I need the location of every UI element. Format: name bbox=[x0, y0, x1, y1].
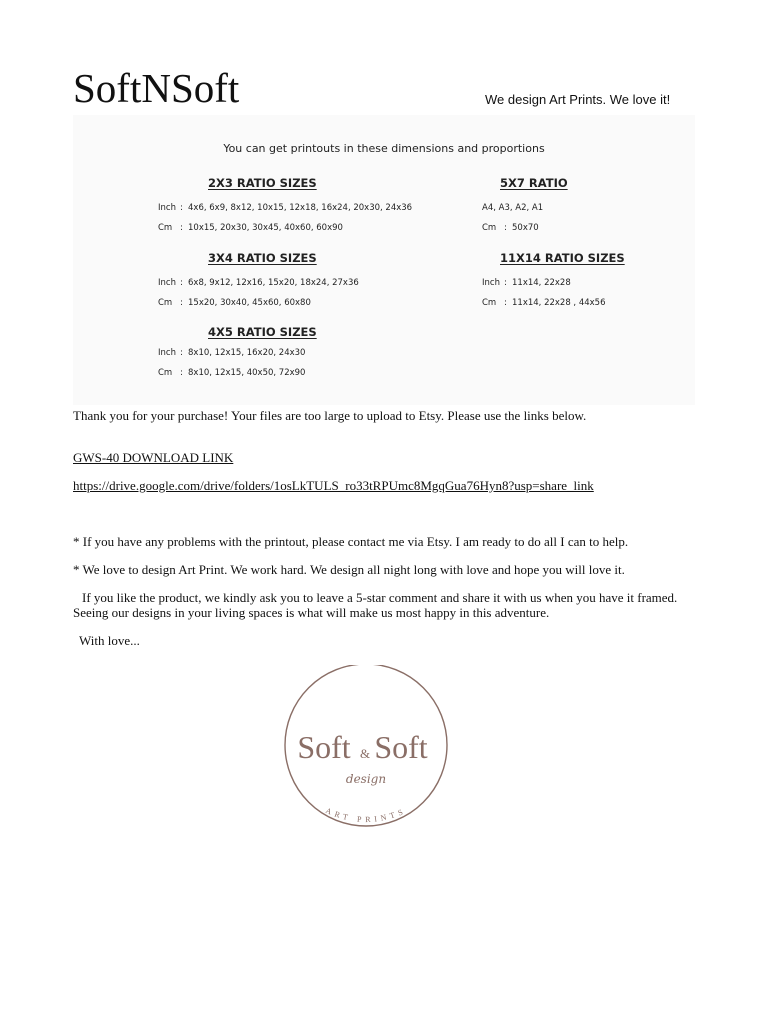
row-5x7-paper bbox=[482, 203, 543, 213]
download-label bbox=[73, 450, 233, 465]
cm-values: 8x10, 12x15, 40x50, 72x90 bbox=[188, 368, 306, 378]
group-title-4x5: 4X5 RATIO SIZES bbox=[208, 325, 317, 339]
group-title-11x14: 11X14 RATIO SIZES bbox=[500, 251, 625, 265]
cm-values: 10x15, 20x30, 30x45, 40x60, 60x90 bbox=[188, 223, 343, 233]
group-title-5x7: 5X7 RATIO bbox=[500, 176, 568, 190]
sizes-panel bbox=[73, 115, 695, 405]
download-url bbox=[73, 478, 594, 493]
cm-values: 11x14, 22x28 , 44x56 bbox=[512, 298, 606, 308]
logo-word-2: Soft bbox=[374, 729, 428, 765]
tagline: We design Art Prints. We love it! bbox=[485, 92, 671, 107]
row-2x3-inch: Inch : 4x6, 6x9, 8x12, 10x15, 12x18, 16x24, 20x30, 24x36 bbox=[158, 203, 413, 213]
cm-label: Cm bbox=[158, 298, 173, 308]
thank-you-text: Thank you for your purchase! Your files are too large to upload to Etsy. Please use the links below. bbox=[73, 408, 587, 423]
logo-script: design bbox=[345, 772, 387, 786]
cm-label: Cm bbox=[482, 223, 497, 233]
inch-values: 8x10, 12x15, 16x20, 24x30 bbox=[188, 348, 306, 358]
logo-arc-path-text: ART PRINTS bbox=[324, 805, 408, 825]
row-2x3-cm: Cm : 10x15, 20x30, 30x45, 40x60, 60x90 bbox=[158, 223, 343, 233]
inch-values: 4x6, 6x9, 8x12, 10x15, 12x18, 16x24, 20x30, 24x36 bbox=[188, 203, 413, 213]
logo-ampersand: & bbox=[359, 746, 371, 761]
inch-label: Inch bbox=[158, 348, 176, 358]
row-5x7-cm: Cm : 50x70 bbox=[482, 223, 539, 233]
cm-values: 50x70 bbox=[512, 223, 539, 233]
group-title-2x3: 2X3 RATIO SIZES bbox=[208, 176, 317, 190]
inch-label: Inch bbox=[158, 278, 176, 288]
paper-values: A4, A3, A2, A1 bbox=[482, 203, 544, 213]
logo-arc-text bbox=[324, 806, 408, 824]
group-title-3x4: 3X4 RATIO SIZES bbox=[208, 251, 317, 265]
download-url-link[interactable]: https://drive.google.com/drive/folders/1osLkTULS_ro33tRPUmc8MgqGua76Hyn8?usp=share_link bbox=[73, 478, 594, 493]
row-4x5-cm: Cm : 8x10, 12x15, 40x50, 72x90 bbox=[158, 368, 306, 378]
cm-label: Cm bbox=[158, 368, 173, 378]
download-link-label[interactable]: GWS-40 DOWNLOAD LINK bbox=[73, 450, 234, 465]
note-review: If you like the product, we kindly ask you to leave a 5-star comment and share it with us when you have it framed. Seeing our designs in your living spaces is what will make us most happy in this adventure. bbox=[73, 590, 678, 620]
inch-label: Inch bbox=[482, 278, 500, 288]
row-3x4-inch: Inch : 6x8, 9x12, 12x16, 15x20, 18x24, 27x36 bbox=[158, 278, 359, 288]
softnsoft-logo bbox=[280, 665, 452, 837]
inch-values: 6x8, 9x12, 12x16, 15x20, 18x24, 27x36 bbox=[188, 278, 359, 288]
logo-word-1: Soft bbox=[297, 729, 351, 765]
signoff: With love... bbox=[79, 633, 140, 648]
cm-values: 15x20, 30x40, 45x60, 60x80 bbox=[188, 298, 311, 308]
brand-title: SoftNSoft bbox=[73, 65, 240, 111]
sizes-intro: You can get printouts in these dimensions and proportions bbox=[223, 142, 545, 155]
cm-label: Cm bbox=[158, 223, 173, 233]
row-3x4-cm: Cm : 15x20, 30x40, 45x60, 60x80 bbox=[158, 298, 311, 308]
row-11x14-cm: Cm : 11x14, 22x28 , 44x56 bbox=[482, 298, 606, 308]
inch-values: 11x14, 22x28 bbox=[512, 278, 571, 288]
row-4x5-inch: Inch : 8x10, 12x15, 16x20, 24x30 bbox=[158, 348, 306, 358]
cm-label: Cm bbox=[482, 298, 497, 308]
note-problems: * If you have any problems with the printout, please contact me via Etsy. I am ready to do all I can to help. bbox=[73, 534, 629, 549]
row-11x14-inch: Inch : 11x14, 22x28 bbox=[482, 278, 571, 288]
note-love: * We love to design Art Print. We work hard. We design all night long with love and hope you will love it. bbox=[73, 562, 625, 577]
inch-label: Inch bbox=[158, 203, 176, 213]
